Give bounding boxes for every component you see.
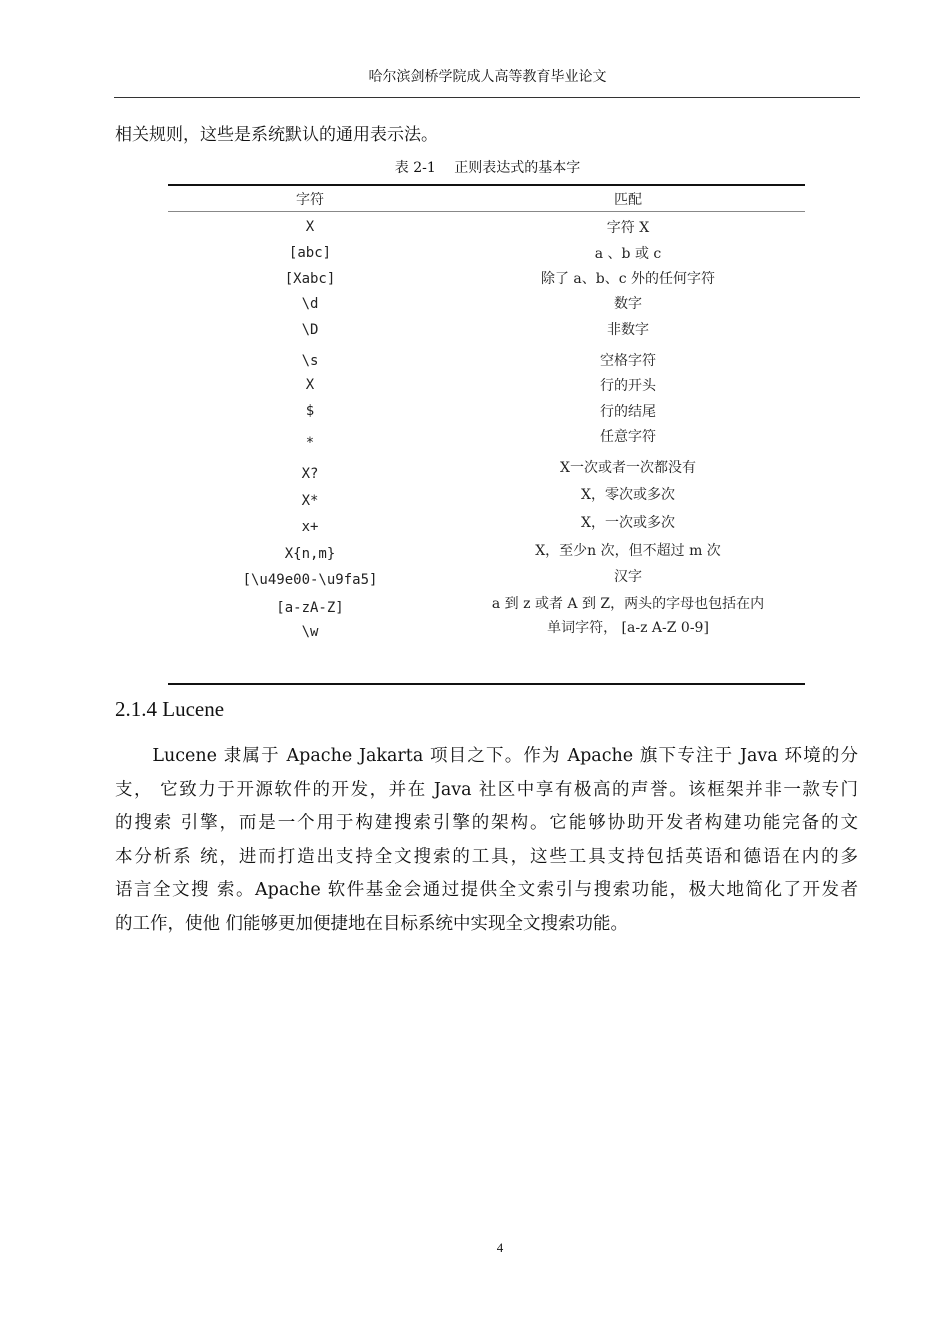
table-top-rule [168, 184, 805, 186]
paragraph-line: 本分析系 统，进而打造出支持全文搜索的工具，这些工具支持包括英语和德语在内的多 [115, 846, 858, 867]
table-cell-char: X{n,m} [284, 546, 336, 562]
table-cell-char: * [305, 435, 315, 451]
table-cell-match: X，一次或多次 [581, 515, 675, 531]
table-cell-match: a 、b 或 c [594, 246, 662, 262]
paragraph-line: 支， 它致力于开源软件的开发，并在 Java 社区中享有极高的声誉。该框架并非一款专门 [115, 779, 858, 800]
header-divider [114, 97, 860, 98]
table-cell-char: X [305, 219, 315, 235]
table-cell-char: X* [301, 493, 319, 509]
section-heading: 2.1.4 Lucene [115, 697, 225, 721]
table-cell-match: X，至少n 次，但不超过 m 次 [535, 543, 721, 559]
table-cell-match: 空格字符 [600, 353, 656, 369]
paragraph-line: 的工作，使他 们能够更加便捷地在目标系统中实现全文搜索功能。 [115, 914, 629, 934]
intro-text: 相关规则，这些是系统默认的通用表示法。 [115, 125, 438, 145]
table-cell-match: 任意字符 [600, 429, 656, 445]
table-cell-char: [\u49e00-\u9fa5] [242, 572, 378, 588]
table-cell-char: $ [305, 403, 315, 419]
table-cell-match: X，零次或多次 [581, 487, 675, 503]
table-caption: 表 2-1 正则表达式的基本字 [394, 160, 581, 176]
table-cell-match: 行的开头 [600, 378, 656, 394]
table-cell-char: x+ [301, 519, 319, 535]
table-cell-match: 汉字 [614, 569, 642, 585]
paragraph-line: Lucene 隶属于 Apache Jakarta 项目之下。作为 Apache 旗下专注于 Java 环境的分 [115, 746, 858, 766]
table-cell-char: [Xabc] [284, 271, 336, 287]
page-header: 哈尔滨剑桥学院成人高等教育毕业论文 [368, 69, 607, 85]
table-cell-match: 除了 a、b、c 外的任何字符 [540, 271, 716, 287]
table-cell-match: X一次或者一次都没有 [560, 460, 696, 476]
table-cell-char: X [305, 377, 315, 393]
table-cell-match: 非数字 [607, 322, 649, 338]
table-cell-char: \w [301, 624, 319, 640]
paragraph-line: 语言全文搜 索。Apache 软件基金会通过提供全文索引与搜索功能，极大地简化了开发者 [115, 880, 858, 901]
paragraph-line: 的搜索 引擎，而是一个用于构建搜索引擎的架构。它能够协助开发者构建功能完备的文 [115, 813, 858, 834]
table-cell-match: 单词字符， [a-z A-Z 0-9] [547, 620, 709, 636]
table-bottom-rule [168, 683, 805, 685]
table-header-rule [168, 211, 805, 212]
table-cell-char: \d [301, 296, 319, 312]
table-cell-char: X? [301, 466, 319, 482]
table-cell-char: \D [301, 322, 319, 338]
table-header-char: 字符 [296, 192, 324, 208]
table-cell-char: [a-zA-Z] [276, 600, 344, 616]
page-number: 4 [496, 1240, 504, 1255]
table-cell-match: 字符 X [606, 220, 650, 236]
table-cell-char: [abc] [288, 245, 332, 261]
table-cell-match: a 到 z 或者 A 到 Z，两头的字母也包括在内 [491, 596, 765, 612]
table-header-match: 匹配 [614, 192, 642, 208]
table-cell-match: 数字 [614, 296, 642, 312]
table-cell-char: \s [301, 353, 319, 369]
table-cell-match: 行的结尾 [600, 404, 656, 420]
